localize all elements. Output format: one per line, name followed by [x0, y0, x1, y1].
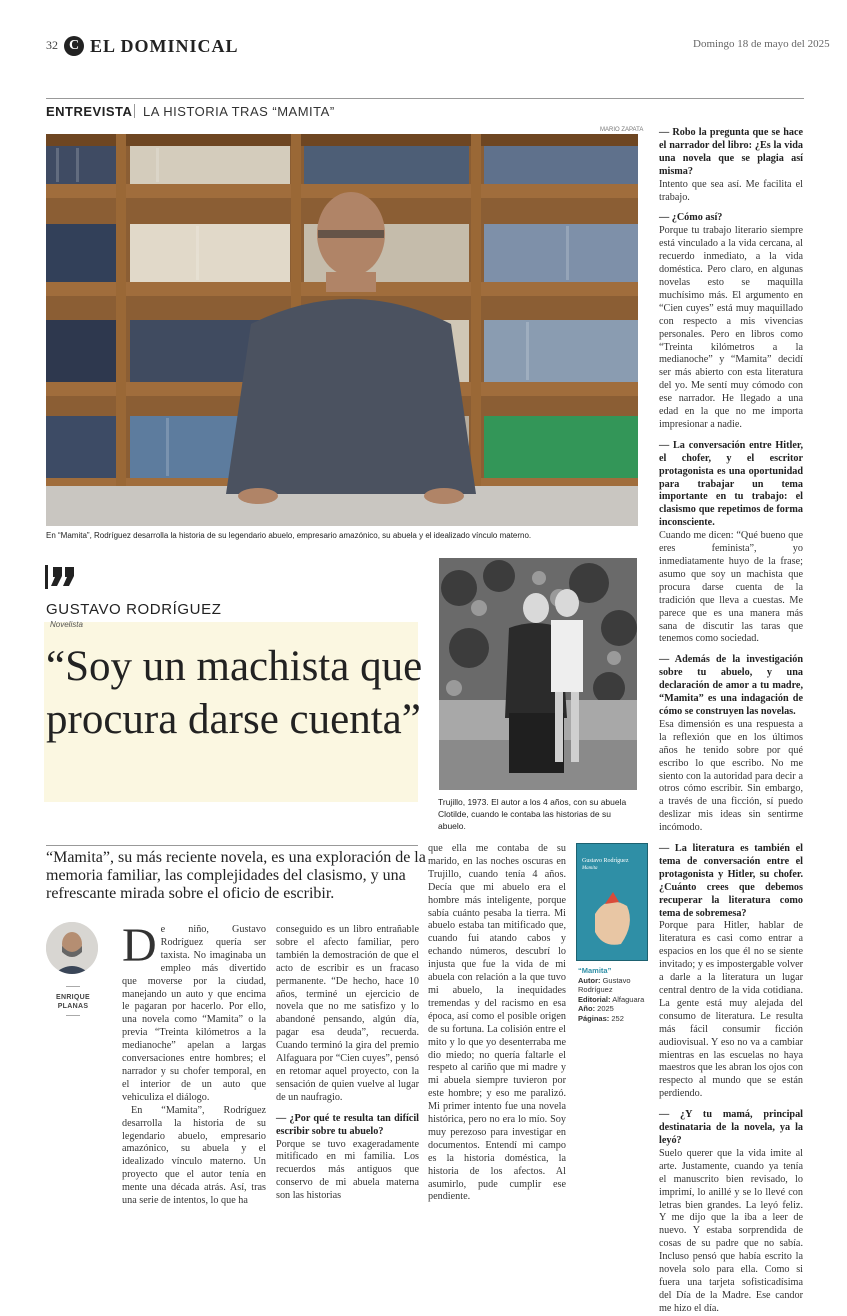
book-cover-art: [577, 844, 647, 960]
interview-question: — ¿Por qué te resulta tan difícil escribir sobre tu abuelo?: [276, 1112, 419, 1137]
body-column-3: [428, 843, 566, 1204]
author-rule-bottom: [66, 1015, 80, 1016]
interviewee-name: GUSTAVO RODRÍGUEZ: [46, 601, 222, 618]
photo-credit: MARIO ZAPATA: [600, 127, 644, 133]
interview-answer: Esa dimensión es una respuesta a la reflexión que en los últimos años he tenido sobre por qué escribo lo que escribo. No me siento con la autoridad para decir a otros cómo escribir. Sin embargo, a través de una ficción, sí puedo deslizar mis ideas sin sentirme incómodo.: [659, 718, 803, 834]
interview-answer: Suelo querer que la vida imite al arte. Justamente, cuando ya tenía el manuscrito bien revisado, lo imprimí, lo anillé y se lo llevé con letras bien grandes. La leyó feliz. Y me dijo que la iba a leer de nuevo. Y estaba sorprendida de cosas de su padre que no sabía. Incluso pensó que había escrito la novela solo para ella. Como si fuera una tarjeta sofisticadísima del Día de la Madre. Ese candor me hizo el día.: [659, 1147, 803, 1314]
interviewee-role: Novelista: [50, 620, 83, 629]
interview-answer: Cuando me dicen: “Qué bueno que eres feminista”, yo inmediatamente huyo de la frase; asumo que soy un machista que procura darse cuenta de la tradición que lleva a cuestas. Me parece que es una manera más sana de discutir las taras que tenemos como sociedad.: [659, 530, 803, 645]
interview-answer: Porque se tuvo exageradamente mitificado en mi familia. Los recuerdos más antiguos que conservo de mi abuela materna son las historias: [276, 1138, 419, 1202]
interview-question: — La conversación entre Hitler, el chofer, y el escritor protagonista es una oportunidad para trabajar un tema importante en tu trabajo: el clasismo que repetimos de forma inconsciente.: [659, 439, 803, 529]
interview-answer: Porque tu trabajo literario siempre está vinculado a la vida cercana, al recuerdo inmediato, a la vida doméstica. Pero claro, en algunas novelas esto se maquilla muchísimo más. El argumento en “Cien cuyes” está muy maquillado con respecto a mis vivencias personales. Pero en libros como “Treinta kilómetros a la medianoche” y “Mamita” decidí ser más abierto con esta literatura del yo. Me sentí muy cómodo con ese narrador. He llegado a una edad en la que no me importa impresionar a nadie.: [659, 225, 803, 430]
interview-question: — ¿Cómo así?: [659, 212, 723, 224]
main-photo-caption: En “Mamita”, Rodríguez desarrolla la historia de su legendario abuelo, empresario amazónico, su abuela y el idealizado vínculo materno.: [46, 531, 532, 540]
section-label: ENTREVISTA: [46, 104, 133, 119]
portrait-bookshelf-illustration: [46, 134, 638, 526]
paragraph: conseguido es un libro entrañable sobre el afecto familiar, pero también la demostración de que el acto de escribir es un fracaso permanente. “De hecho, hace 10 años, terminé un ejercicio de novela que no me satisfizo y lo abandoné pensando, algún día, pagar esa deuda”, recuerda. Cuando terminó la gira del premio Alfaguara por “Cien cuyes”, pensó en retomar aquel proyecto, con la sensación de quien vuelve al lugar de un naufragio.: [276, 924, 419, 1103]
newspaper-name: EL DOMINICAL: [90, 36, 239, 56]
paragraph: En “Mamita”, Rodríguez desarrolla la historia de su legendario abuelo, empresario amazónico, su abuela y el idealizado vínculo materno. Un proyecto que el autor tenía en mente una década atrás. Así, tras una serie de intentos, lo que ha: [122, 1104, 266, 1207]
headline: “Soy un machista que procura darse cuenta”: [46, 643, 423, 743]
family-photo-caption: Trujillo, 1973. El autor a los 4 años, con su abuela Clotilde, cuando le contaba las historias de su abuelo.: [438, 797, 627, 831]
interview-question: — La literatura es también el tema de conversación entre el protagonista y Hitler, su chofer. ¿Cuánto crees que debemos recuperar la literatura como tema de sobremesa?: [659, 843, 803, 919]
book-author: Gustavo Rodríguez: [578, 975, 631, 994]
section-rule: [46, 98, 804, 99]
book-title: “Mamita”: [578, 966, 612, 975]
book-year: 2025: [597, 1004, 614, 1013]
author-byline: [46, 993, 100, 1011]
section-divider: [134, 104, 135, 118]
body-column-2: [276, 924, 419, 1203]
interview-question: — Además de la investigación sobre tu abuelo, y una declaración de amor a tu madre, “Mamita” es una indagación de cómo se construyen las novelas.: [659, 654, 803, 717]
drop-cap: D: [122, 919, 157, 972]
author-last-name: PLANAS: [57, 1003, 89, 1010]
interview-answer: Porque para Hitler, hablar de literatura es casi como entrar a espacios en los que él no se siente invitado; y es impostergable volver a darle a la literatura un lugar central dentro de la vida cotidiana. La gente está muy alejada del consumo de literatura. Le resulta más fácil consumir ficción audiovisual. Y eso no va a cambiar mientras en las escuelas no haya maestros que les abran los ojos con respecto al mundo que se están perdiendo.: [659, 920, 803, 1100]
book-cover: [576, 843, 648, 961]
book-cover-title: Mamita: [582, 866, 598, 871]
deck: “Mamita”, su más reciente novela, es una exploración de la memoria familiar, las complejidades del clasismo, y una refrescante mirada sobre el oficio de escribir.: [46, 849, 426, 902]
book-year-label: Año:: [578, 1004, 596, 1013]
book-author-label: Autor:: [578, 975, 601, 985]
interview-question: — ¿Y tu mamá, principal destinataria de la novela, ya la leyó?: [659, 1109, 803, 1146]
edition-date: Domingo 18 de mayo del 2025: [693, 38, 830, 50]
author-first-name: ENRIQUE: [56, 994, 90, 1001]
author-avatar: [46, 922, 98, 974]
section-title: LA HISTORIA TRAS “MAMITA”: [143, 104, 335, 119]
body-column-4: [659, 127, 803, 1316]
book-pages-label: Páginas:: [578, 1013, 610, 1023]
interview-question: — Robo la pregunta que se hace el narrador del libro: ¿Es la vida una novela que se plagia así misma?: [659, 127, 803, 177]
author-portrait-icon: [46, 922, 98, 974]
main-photo: [46, 134, 638, 526]
page-number: 32: [46, 38, 58, 52]
paragraph: e niño, Gustavo Rodríguez quería ser taxista. No imaginaba un empleo más divertido que moverse por la ciudad, manejando un auto y que encima le pagaran por hacerlo. Por ello, una novela como “Mamita” o la previa “Treinta kilómetros a la medianoche” apelan a largas conversaciones entre hombres; el narrador y su chofer temporal, en el interior de un auto que vehiculiza el diálogo.: [122, 924, 266, 1103]
paragraph: que ella me contaba de su marido, en las noches oscuras en Trujillo, cuando tenía 4 años. Decía que mi abuelo era el hombre más inteligente, porque sabía cuánto pesaba la tierra. Mi abuelo estaba tan mitificado que, cuando fui atando cabos y echando números, descubrí lo injusta que fue la vida de mi abuela con relación a la que tuvo mi abuelo, la inequidades tremendas y del racismo en esa época, así como el posible origen de su fortuna. La colisión entre el mito y lo que yo desenterraba me dio miedo; no quería faltarle el respeto al cariño que mi madre y mi abuela siempre tuvieron por este hombre; y eso me paralizó. Mi primer intento fue una novela histórica, pero no era lo mío. Soy muy perezoso para investigar en documentos. Entendí mi campo es la historia doméstica, la historia de los afectos. Al asumirlo, pude cumplir ese pendiente.: [428, 843, 566, 1203]
book-pages: 252: [611, 1013, 624, 1023]
author-rule-top: [66, 986, 80, 987]
book-publisher: Alfaguara: [612, 994, 645, 1004]
newspaper-logo-icon: C: [64, 36, 84, 56]
book-cover-author: Gustavo Rodríguez: [582, 858, 629, 864]
interview-answer: Intento que sea así. Me facilita el trabajo.: [659, 178, 803, 203]
book-publisher-label: Editorial:: [578, 994, 611, 1004]
body-column-1: [122, 919, 266, 1208]
grandmother-child-illustration: [439, 558, 637, 790]
book-details: [578, 966, 658, 1023]
quotation-mark-icon: [46, 565, 78, 589]
deck-rule: [46, 845, 418, 846]
family-photo: [439, 558, 637, 790]
